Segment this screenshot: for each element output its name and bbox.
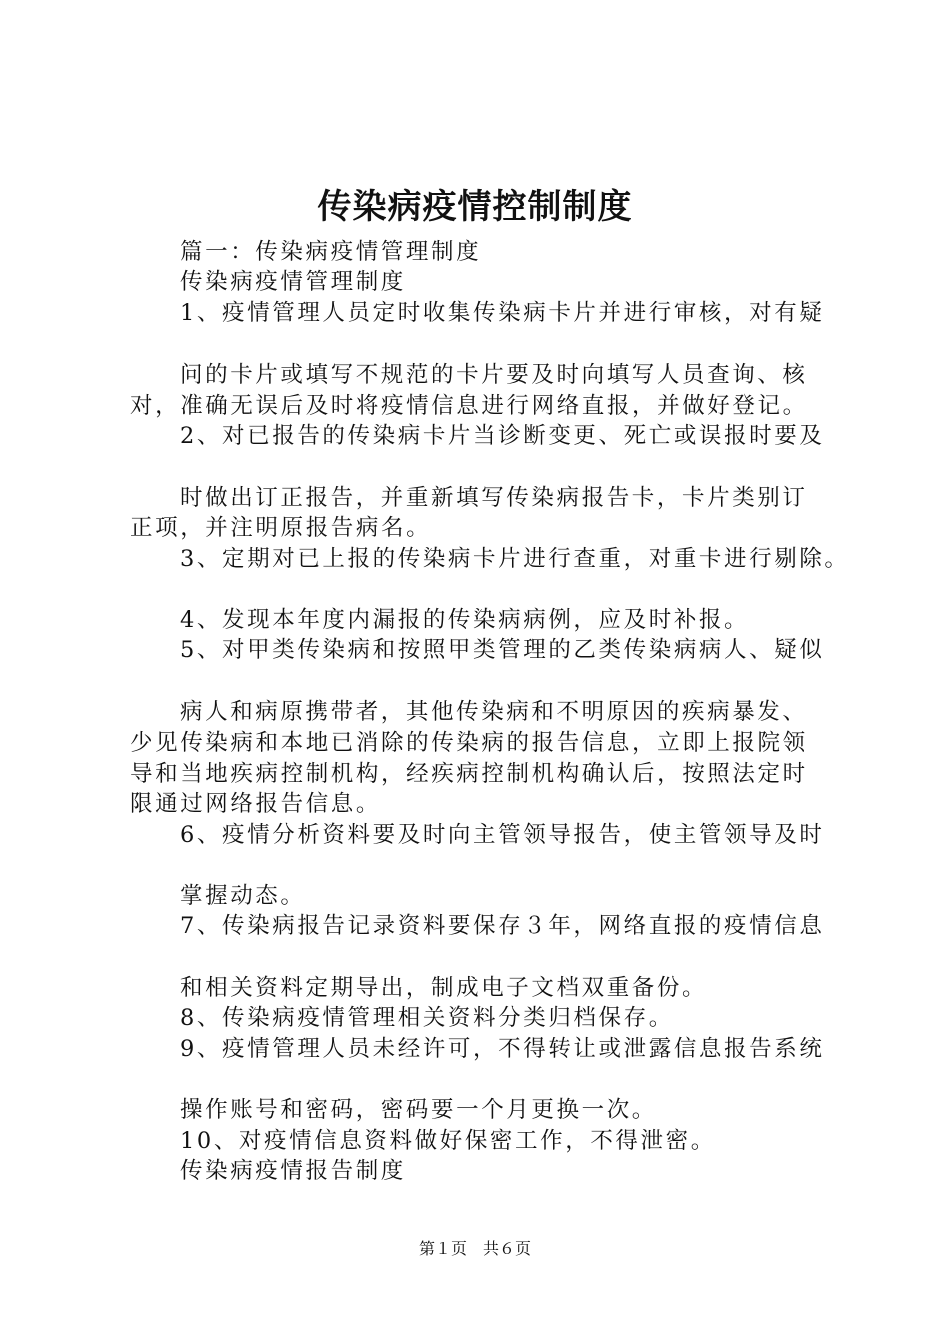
paragraph-line: 少见传染病和本地已消除的传染病的报告信息，立即上报院领 — [130, 730, 808, 756]
paragraph-line: 和相关资料定期导出，制成电子文档双重备份。 — [180, 975, 708, 1001]
paragraph-line: 掌握动态。 — [180, 883, 306, 909]
paragraph-line: 9、疫情管理人员未经许可，不得转让或泄露信息报告系统 — [180, 1036, 825, 1062]
paragraph-line: 导和当地疾病控制机构，经疾病控制机构确认后，按照法定时 — [130, 761, 808, 787]
paragraph-line: 8、传染病疫情管理相关资料分类归档保存。 — [180, 1005, 674, 1031]
subsection-heading: 传染病疫情报告制度 — [180, 1158, 406, 1184]
paragraph-line: 1、疫情管理人员定时收集传染病卡片并进行审核，对有疑 — [180, 300, 825, 326]
paragraph-line: 病人和病原携带者，其他传染病和不明原因的疾病暴发、 — [180, 699, 808, 725]
page-footer: 第１页 共６页 — [418, 1239, 531, 1258]
paragraph-line: 4、发现本年度内漏报的传染病病例，应及时补报。 — [180, 607, 750, 633]
paragraph-line: 7、传染病报告记录资料要保存３年，网络直报的疫情信息 — [180, 913, 825, 939]
paragraph-line: 3、定期对已上报的传染病卡片进行查重，对重卡进行剔除。 — [180, 546, 850, 572]
paragraph-line: 10、对疫情信息资料做好保密工作，不得泄密。 — [180, 1128, 716, 1154]
paragraph-line: 时做出订正报告，并重新填写传染病报告卡，卡片类别订 — [180, 485, 808, 511]
paragraph-line: 限通过网络报告信息。 — [130, 791, 382, 817]
paragraph-line: 5、对甲类传染病和按照甲类管理的乙类传染病病人、疑似 — [180, 637, 825, 663]
paragraph-line: 6、疫情分析资料要及时向主管领导报告，使主管领导及时 — [180, 822, 825, 848]
subsection-heading: 传染病疫情管理制度 — [180, 269, 406, 295]
paragraph-line: 2、对已报告的传染病卡片当诊断变更、死亡或误报时要及 — [180, 423, 825, 449]
paragraph-line: 对，准确无误后及时将疫情信息进行网络直报，并做好登记。 — [130, 393, 808, 419]
paragraph-line: 操作账号和密码，密码要一个月更换一次。 — [180, 1097, 657, 1123]
paragraph-line: 问的卡片或填写不规范的卡片要及时向填写人员查询、核 — [180, 362, 808, 388]
section-heading: 篇一：传染病疫情管理制度 — [180, 239, 482, 265]
paragraph-line: 正项，并注明原报告病名。 — [130, 515, 432, 541]
document-title: 传染病疫情控制制度 — [317, 187, 633, 227]
